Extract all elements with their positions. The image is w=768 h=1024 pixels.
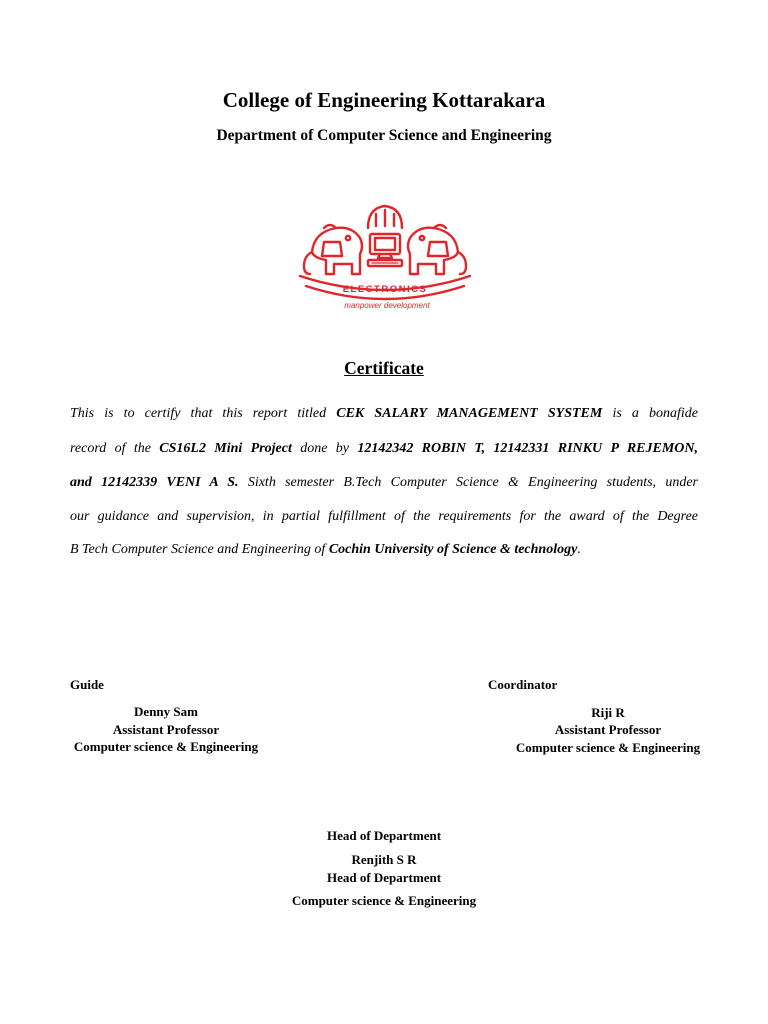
line1-text-a: This is to certify that this report titled — [70, 406, 337, 421]
line1-text-c: is a bonafide — [602, 406, 698, 421]
university-name: Cochin University of Science & technology — [328, 542, 578, 557]
line3-text-b: Sixth semester B.Tech Computer Science & Engineering students, under — [238, 475, 699, 490]
certificate-line-4: our guidance and supervision, in partial fulfillment of the requirements for the award of the Degree — [70, 509, 698, 524]
certificate-line-1 — [70, 405, 698, 423]
hod-name: Renjith S R — [351, 852, 417, 867]
coordinator-department: Computer science & Engineering — [515, 740, 701, 755]
hod-role: Head of Department — [326, 828, 442, 843]
coordinator-name: Riji R — [591, 705, 625, 720]
college-title: College of Engineering Kottarakara — [222, 88, 546, 112]
hod-designation: Head of Department — [326, 870, 442, 885]
coordinator-role: Coordinator — [488, 677, 558, 692]
line5-text-c: . — [577, 542, 581, 557]
guide-role: Guide — [70, 677, 104, 692]
certificate-heading: Certificate — [344, 358, 424, 378]
line2-text-a: record of the — [70, 441, 160, 456]
logo-subtext: manpower development — [344, 301, 430, 310]
student-names: 12142342 ROBIN T, 12142331 RINKU P REJEMON, — [357, 441, 698, 456]
guide-department: Computer science & Engineering — [73, 739, 259, 754]
guide-designation: Assistant Professor — [112, 722, 220, 737]
electronics-elephant-emblem-icon — [290, 200, 480, 312]
course-name: CS16L2 Mini Project — [159, 441, 292, 456]
project-title: CEK SALARY MANAGEMENT SYSTEM — [336, 406, 603, 421]
department-title: Department of Computer Science and Engineering — [216, 127, 552, 144]
certificate-line-3 — [70, 474, 698, 492]
line5-text-a: B Tech Computer Science and Engineering of — [70, 542, 329, 557]
logo-arc-text: ELECTRONICS — [342, 284, 428, 295]
certificate-line-2 — [70, 440, 698, 458]
coordinator-designation: Assistant Professor — [554, 722, 662, 737]
student-name-3: and 12142339 VENI A S. — [70, 475, 239, 490]
line2-text-c: done by — [291, 441, 358, 456]
guide-name: Denny Sam — [134, 704, 198, 719]
certificate-line-5 — [70, 541, 698, 559]
hod-department: Computer science & Engineering — [291, 893, 477, 908]
